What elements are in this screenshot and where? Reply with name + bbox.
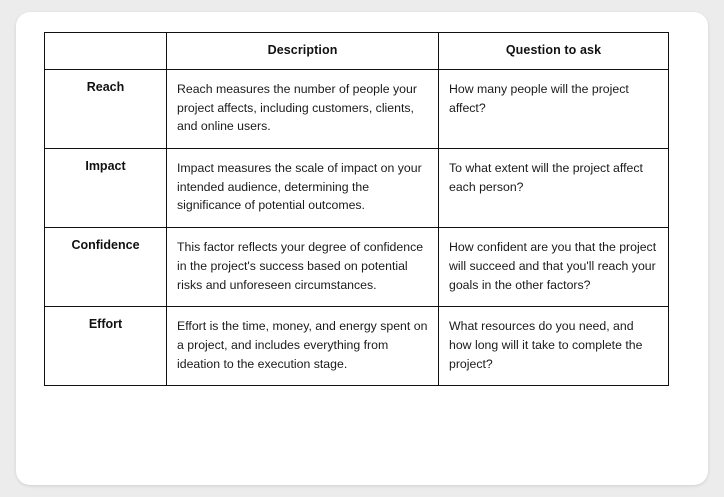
column-header-description: Description: [167, 33, 439, 70]
row-description: Reach measures the number of people your project affects, including customers, clients, and online users.: [167, 70, 439, 149]
row-factor-label: Impact: [45, 149, 167, 228]
table-header-row: [45, 33, 669, 70]
table-row: [45, 149, 669, 228]
table-row: [45, 70, 669, 149]
table-row: [45, 307, 669, 386]
row-description: This factor reflects your degree of confidence in the project's success based on potential risks and unforeseen circumstances.: [167, 228, 439, 307]
rice-framework-table: [44, 32, 669, 386]
row-question: How many people will the project affect?: [439, 70, 669, 149]
column-header-factor: [45, 33, 167, 70]
row-question: To what extent will the project affect each person?: [439, 149, 669, 228]
row-question: How confident are you that the project will succeed and that you'll reach your goals in the other factors?: [439, 228, 669, 307]
row-factor-label: Confidence: [45, 228, 167, 307]
table-container: [44, 32, 668, 386]
table-row: [45, 228, 669, 307]
column-header-question: Question to ask: [439, 33, 669, 70]
content-card: [16, 12, 708, 485]
row-description: Effort is the time, money, and energy spent on a project, and includes everything from ideation to the execution stage.: [167, 307, 439, 386]
row-question: What resources do you need, and how long will it take to complete the project?: [439, 307, 669, 386]
row-description: Impact measures the scale of impact on your intended audience, determining the significance of potential outcomes.: [167, 149, 439, 228]
row-factor-label: Reach: [45, 70, 167, 149]
row-factor-label: Effort: [45, 307, 167, 386]
